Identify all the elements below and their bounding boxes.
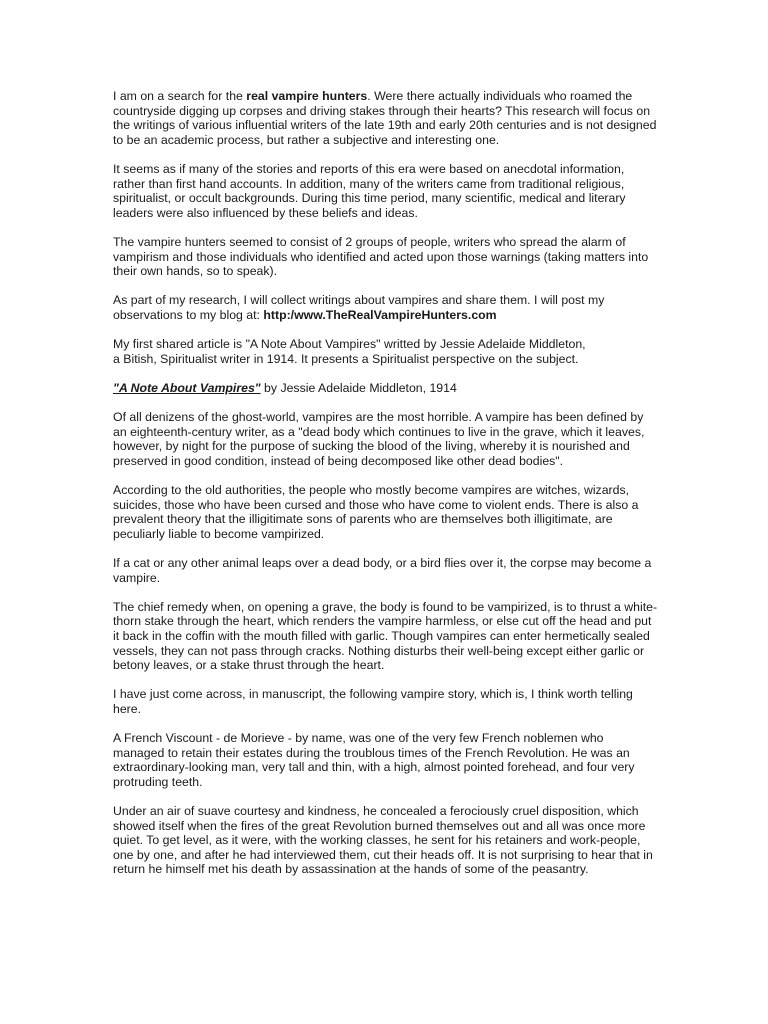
intro-paragraph-1: I am on a search for the real vampire hunters. Were there actually individuals who roamed the countryside digging up corpses and driving stakes through their hearts? This research will focus on the writings of various influential writers of the late 19th and early 20th centuries and is not designed to be an academic process, but rather a subjective and interesting one. — [113, 89, 657, 147]
article-paragraph-3: If a cat or any other animal leaps over a dead body, or a bird flies over it, the corpse may become a vampire. — [113, 556, 652, 585]
intro-paragraph-4: As part of my research, I will collect writings about vampires and share them. I will post my observations to my blog at: http:/www.TheRealVampireHunters.com — [113, 293, 605, 322]
article-paragraph-4: The chief remedy when, on opening a grave, the body is found to be vampirized, is to thrust a white-thorn stake through the heart, which renders the vampire harmless, or else cut off the head and put it back in the coffin with the mouth filled with garlic. Though vampires can enter hermetically sealed vessels, they can not pass through cracks. Nothing disturbs their well-being except either garlic or betony leaves, or a stake thrust through the heart. — [113, 599, 658, 673]
blog-link[interactable]: http:/www.TheRealVampireHunters.com — [263, 307, 497, 322]
article-paragraph-6: A French Viscount - de Morieve - by name, was one of the very few French noblemen who managed to retain their estates during the troublous times of the French Revolution. He was an extraordinary-looking man, very tall and thin, with a high, almost pointed forehead, and four very protruding teeth. — [113, 731, 635, 789]
intro-paragraph-5: My first shared article is "A Note About Vampires" writted by Jessie Adelaide Middleton, a Bitish, Spiritualist writer in 1914. It presents a Spiritualist perspective on the subject. — [113, 337, 586, 366]
document-page — [113, 89, 658, 892]
article-paragraph-5: I have just come across, in manuscript, the following vampire story, which is, I think worth telling here. — [113, 687, 633, 716]
article-title: "A Note About Vampires" — [113, 380, 261, 395]
article-heading — [113, 381, 658, 396]
intro-paragraph-3: The vampire hunters seemed to consist of 2 groups of people, writers who spread the alarm of vampirism and those individuals who identified and acted upon those warnings (taking matters into their own hands, so to speak). — [113, 234, 649, 279]
highlight-real-vampire-hunters: real vampire hunters — [246, 89, 368, 103]
article-paragraph-7: Under an air of suave courtesy and kindness, he concealed a ferociously cruel disposition, which showed itself when the fires of the great Revolution burned themselves out and all was once more quiet. To get level, as it were, with the working classes, he sent for his retainers and work-people, one by one, and after he had interviewed them, cut their heads off. It is not surprising to hear that in return he himself met his death by assassination at the hands of some of the peasantry. — [113, 804, 653, 877]
intro-paragraph-2: It seems as if many of the stories and reports of this era were based on anecdotal information, rather than first hand accounts. In addition, many of the writers came from traditional religious, spiritualist, or occult backgrounds. During this time period, many scientific, medical and literary leaders were also influenced by these beliefs and ideas. — [113, 161, 626, 220]
article-paragraph-1: Of all denizens of the ghost-world, vampires are the most horrible. A vampire has been defined by an eighteenth-century writer, as a "dead body which continues to live in the grave, which it leaves, however, by night for the purpose of sucking the blood of the living, whereby it is nourished and preserved in good condition, instead of being decomposed like other dead bodies". — [113, 410, 645, 468]
article-paragraph-2: According to the old authorities, the people who mostly become vampires are witches, wizards, suicides, those who have been cursed and those who have come to violent ends. There is also a prevalent theory that the illigitimate sons of parents who are themselves both illigitimate, are peculiarly liable to become vampirized. — [113, 483, 639, 541]
article-byline: by Jessie Adelaide Middleton, 1914 — [260, 380, 457, 395]
